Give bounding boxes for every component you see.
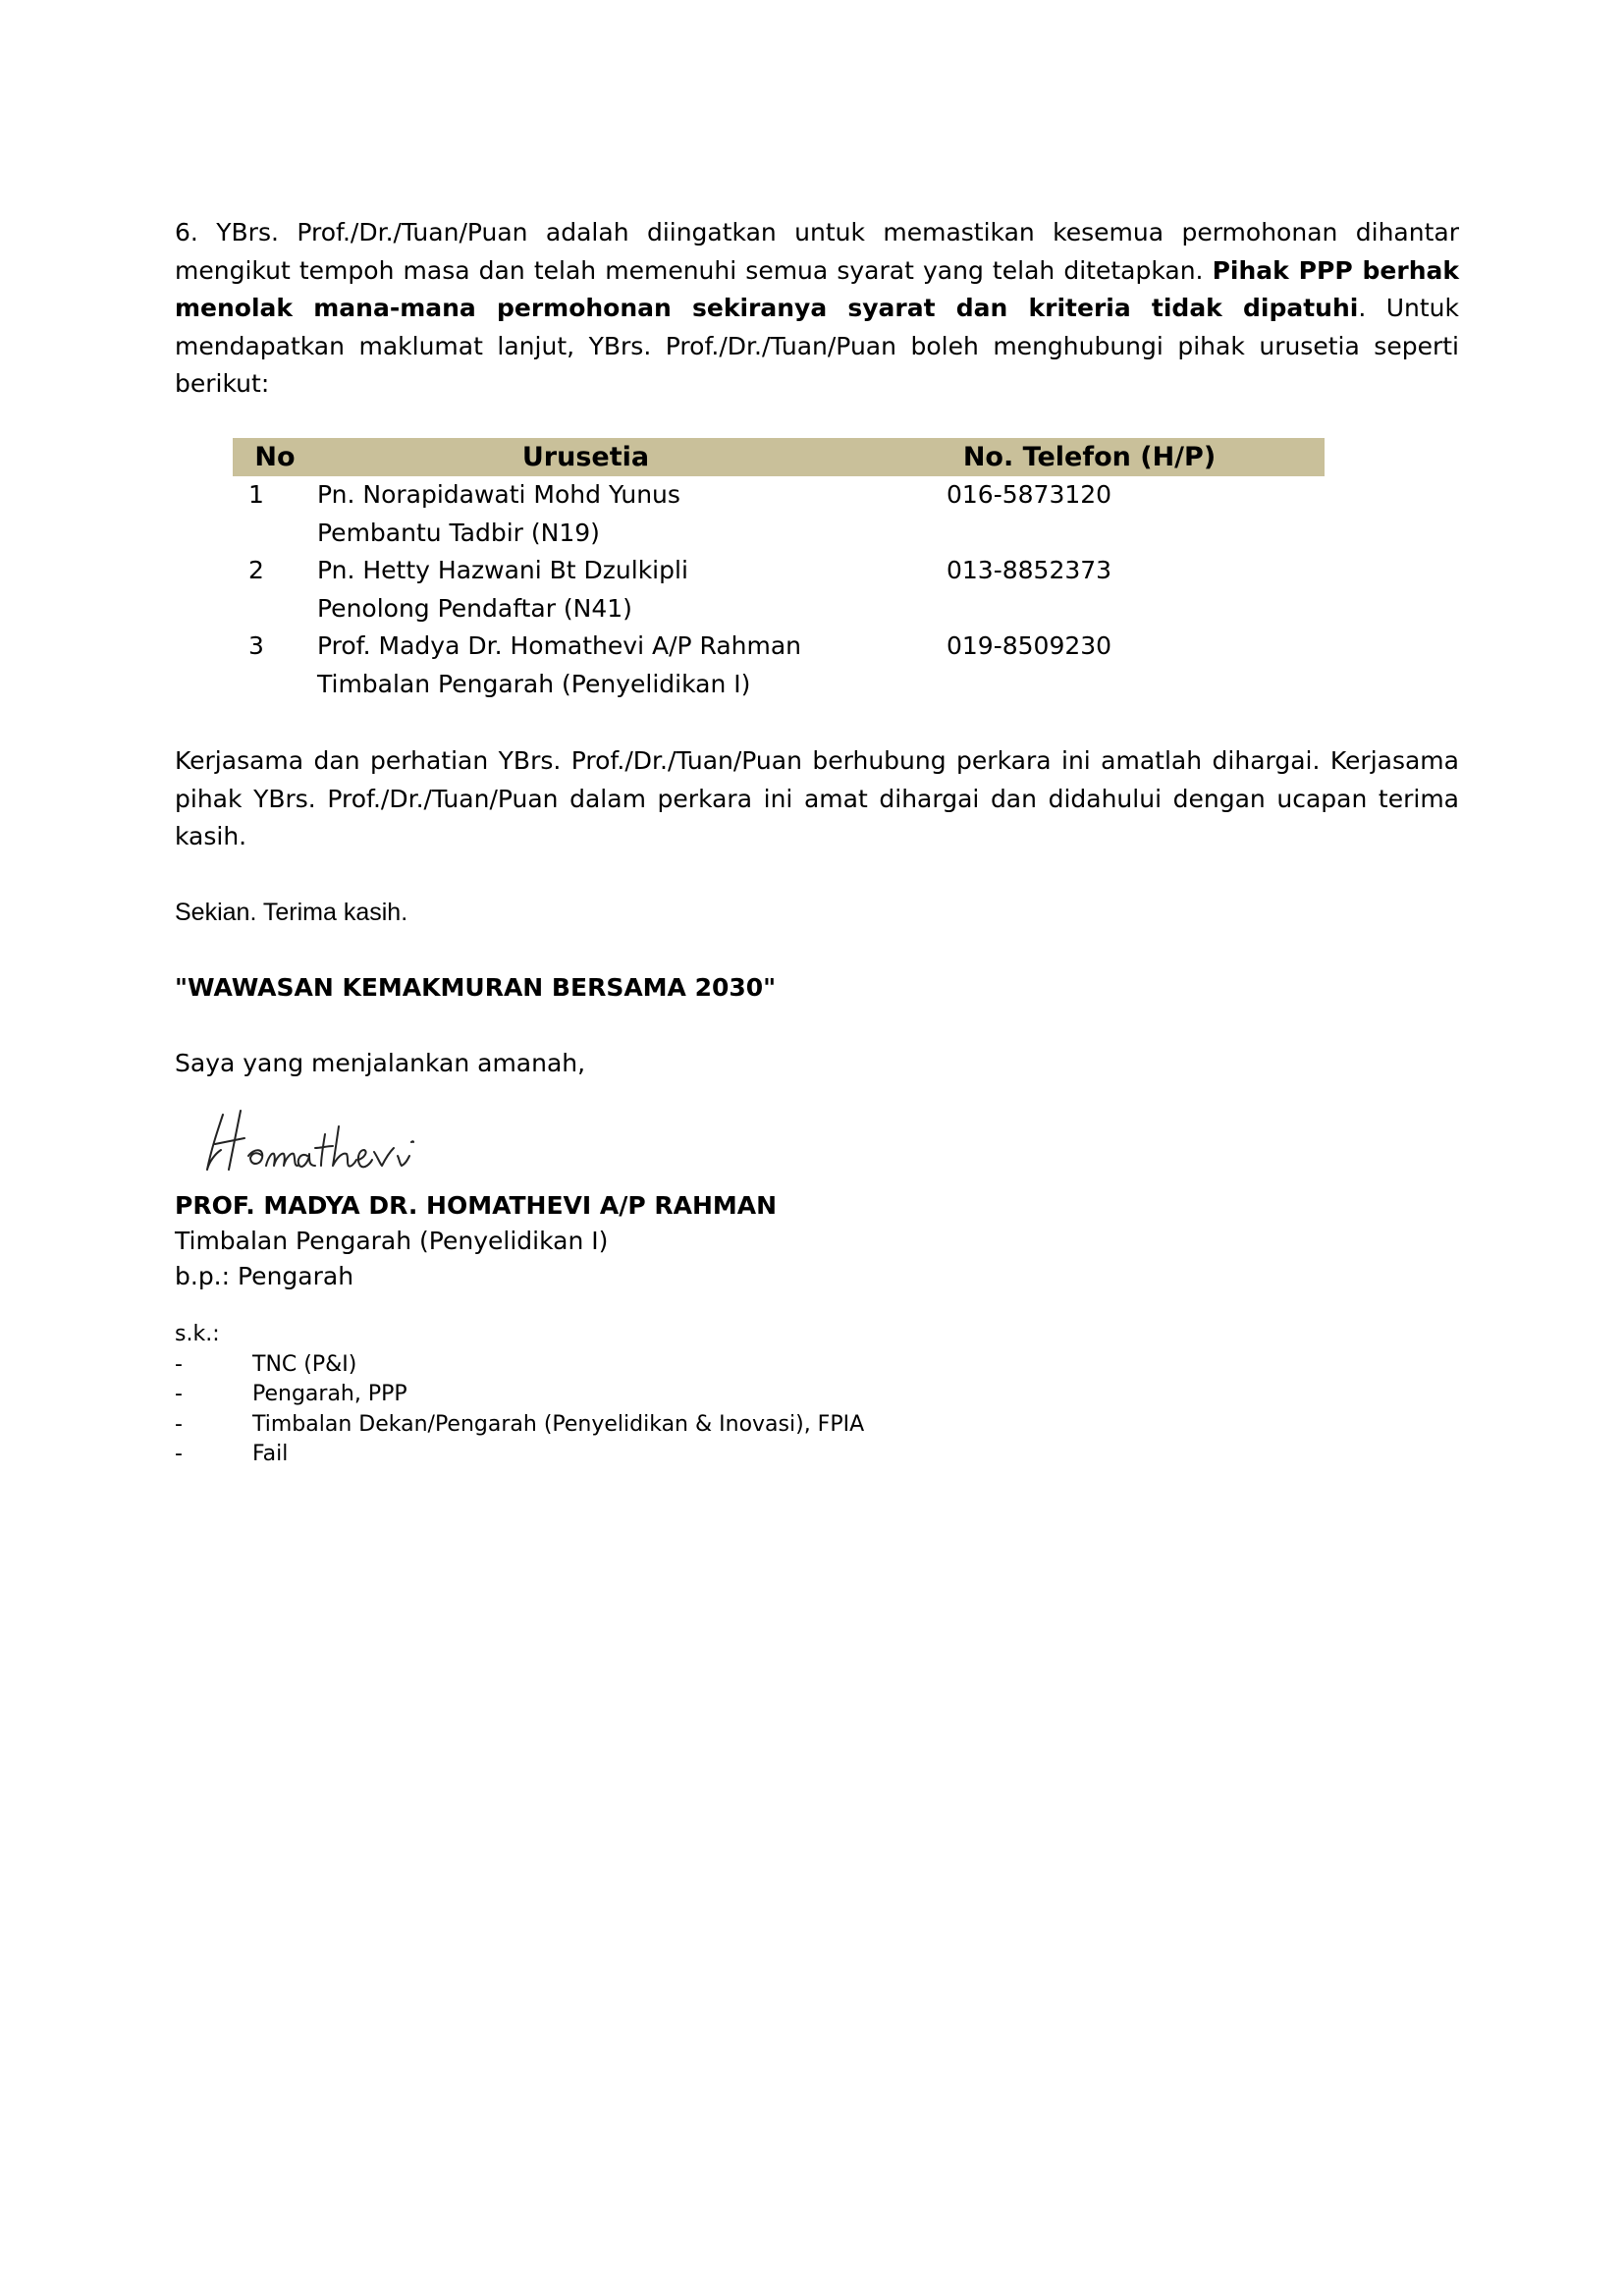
paragraph-6-text-start: 6. YBrs. Prof./Dr./Tuan/Puan adalah diingatkan untuk memastikan kesemua permohonan dihantar mengikut tempoh masa dan telah memenuhi semua syarat yang telah ditetapkan. <box>175 218 1459 285</box>
row-urusetia <box>317 476 854 552</box>
row-name: Pn. Hetty Hazwani Bt Dzulkipli <box>317 556 688 584</box>
list-item <box>175 1380 864 1410</box>
table-header <box>233 438 1325 476</box>
row-number: 1 <box>248 480 264 509</box>
header-urusetia: Urusetia <box>521 442 650 472</box>
cc-list <box>175 1320 864 1470</box>
row-role: Timbalan Pengarah (Penyelidikan I) <box>317 669 751 698</box>
row-urusetia <box>317 552 854 628</box>
row-number: 2 <box>248 556 264 584</box>
cc-item-text: TNC (P&I) <box>252 1351 357 1377</box>
cc-item-text: Timbalan Dekan/Pengarah (Penyelidikan & Inovasi), FPIA <box>252 1411 865 1437</box>
cc-dash: - <box>175 1382 183 1406</box>
row-urusetia <box>317 628 854 703</box>
closing-text: Sekian. Terima kasih. <box>175 899 408 926</box>
cc-item-text: Pengarah, PPP <box>252 1382 407 1406</box>
row-phone: 013-8852373 <box>947 556 1112 584</box>
row-phone: 019-8509230 <box>947 631 1112 660</box>
row-name: Pn. Norapidawati Mohd Yunus <box>317 480 680 509</box>
table-row <box>233 628 1325 703</box>
header-no: No <box>254 442 296 472</box>
signatory-name: PROF. MADYA DR. HOMATHEVI A/P RAHMAN <box>175 1191 778 1220</box>
cc-dash: - <box>175 1411 183 1437</box>
motto: "WAWASAN KEMAKMURAN BERSAMA 2030" <box>175 973 777 1002</box>
paragraph-thanks: Kerjasama dan perhatian YBrs. Prof./Dr./Tuan/Puan berhubung perkara ini amatlah dihargai. Kerjasama pihak YBrs. Prof./Dr./Tuan/Puan dalam perkara ini amat dihargai dan didahului dengan ucapan terima kasih. <box>175 746 1459 850</box>
list-item <box>175 1410 864 1441</box>
cc-item-text: Fail <box>252 1442 289 1466</box>
row-role: Penolong Pendaftar (N41) <box>317 593 632 623</box>
cc-dash: - <box>175 1442 183 1466</box>
signatory-title: Timbalan Pengarah (Penyelidikan I) <box>175 1227 609 1255</box>
row-name: Prof. Madya Dr. Homathevi A/P Rahman <box>317 631 802 660</box>
cc-dash: - <box>175 1351 183 1377</box>
paragraph-6-bold-warning: Pihak PPP berhak menolak mana-mana permohonan sekiranya syarat dan kriteria tidak dipatuhi <box>175 255 1459 322</box>
table-row <box>233 476 1325 552</box>
signature-image <box>201 1105 457 1178</box>
paragraph-6-text-end: . Untuk mendapatkan maklumat lanjut, YBrs. Prof./Dr./Tuan/Puan boleh menghubungi pihak urusetia seperti berikut: <box>175 294 1459 398</box>
list-item <box>175 1350 864 1381</box>
header-telefon: No. Telefon (H/P) <box>962 442 1217 472</box>
table-row <box>233 552 1325 628</box>
signatory-bp: b.p.: Pengarah <box>175 1262 354 1290</box>
paragraph-6 <box>175 214 1459 404</box>
list-item <box>175 1440 864 1470</box>
cc-label: s.k.: <box>175 1322 220 1346</box>
row-phone: 016-5873120 <box>947 480 1112 509</box>
amanah-text: Saya yang menjalankan amanah, <box>175 1049 586 1077</box>
row-number: 3 <box>248 631 264 660</box>
urusetia-table <box>233 438 1325 703</box>
row-role: Pembantu Tadbir (N19) <box>317 518 600 547</box>
